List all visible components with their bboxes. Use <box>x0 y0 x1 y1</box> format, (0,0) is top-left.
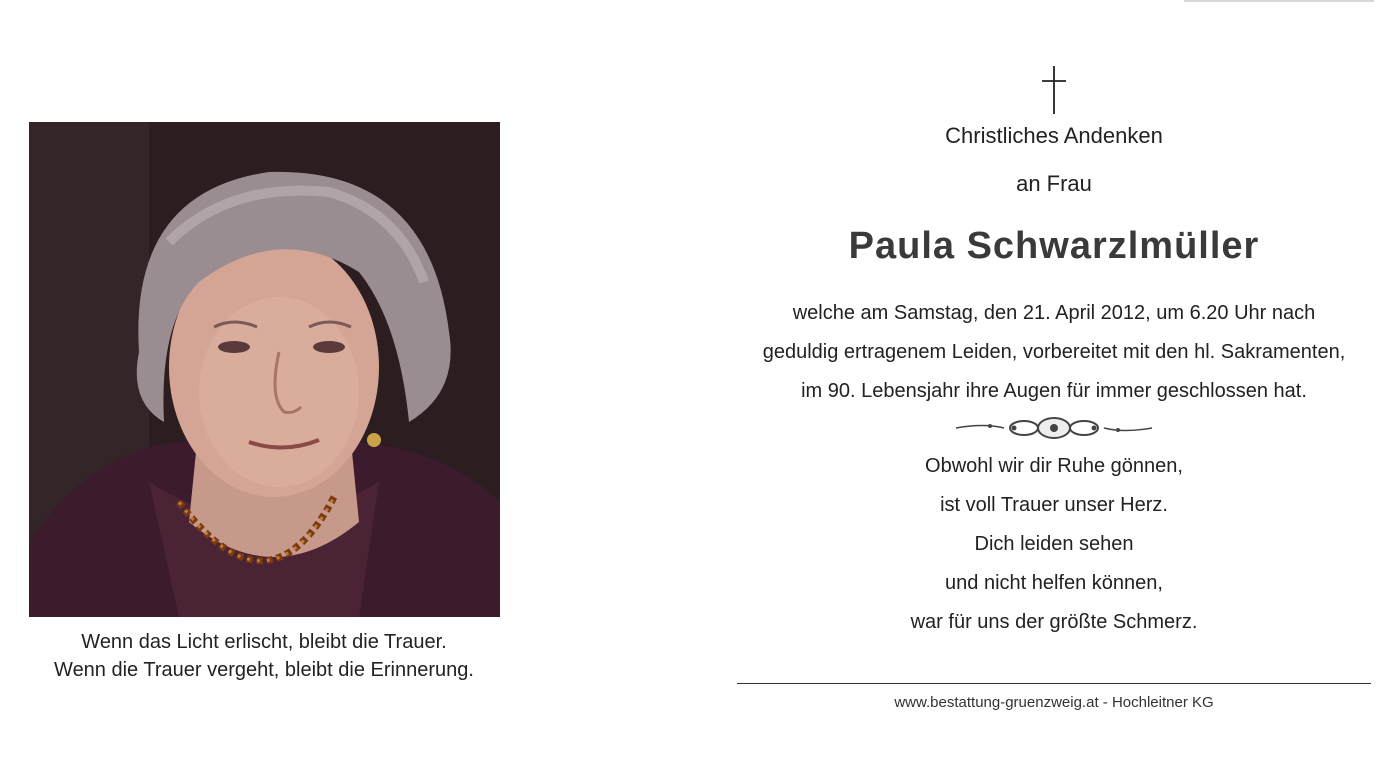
poem-line: Dich leiden sehen <box>974 533 1134 555</box>
scan-edge-mark <box>1184 0 1374 2</box>
obituary-paragraph <box>737 294 1371 411</box>
funeral-home-footer: www.bestattung-gruenzweig.at - Hochleitner KG <box>894 694 1214 711</box>
memorial-quote <box>20 628 508 684</box>
deceased-name: Paula Schwarzlmüller <box>848 225 1260 267</box>
memorial-subheading: an Frau <box>1016 171 1092 196</box>
poem-line: Obwohl wir dir Ruhe gönnen, <box>925 455 1183 477</box>
obituary-line: im 90. Lebensjahr ihre Augen für immer geschlossen hat. <box>801 380 1307 402</box>
obituary-line: geduldig ertragenem Leiden, vorbereitet mit den hl. Sakramenten, <box>762 341 1346 363</box>
obituary-line: welche am Samstag, den 21. April 2012, um 6.20 Uhr nach <box>792 302 1316 324</box>
poem-line: und nicht helfen können, <box>945 572 1163 594</box>
cross-icon <box>737 64 1371 120</box>
memorial-heading: Christliches Andenken <box>945 123 1163 148</box>
poem-line: ist voll Trauer unser Herz. <box>940 494 1168 516</box>
quote-line-1: Wenn das Licht erlischt, bleibt die Trauer. <box>81 631 447 653</box>
poem-line: war für uns der größte Schmerz. <box>910 611 1198 633</box>
footer-divider <box>737 683 1371 684</box>
quote-line-2: Wenn die Trauer vergeht, bleibt die Erinnerung. <box>54 659 474 681</box>
portrait-photo <box>29 122 500 617</box>
ornament-divider-icon <box>737 413 1371 443</box>
obituary-text-panel <box>737 64 1371 642</box>
memorial-poem <box>737 447 1371 642</box>
